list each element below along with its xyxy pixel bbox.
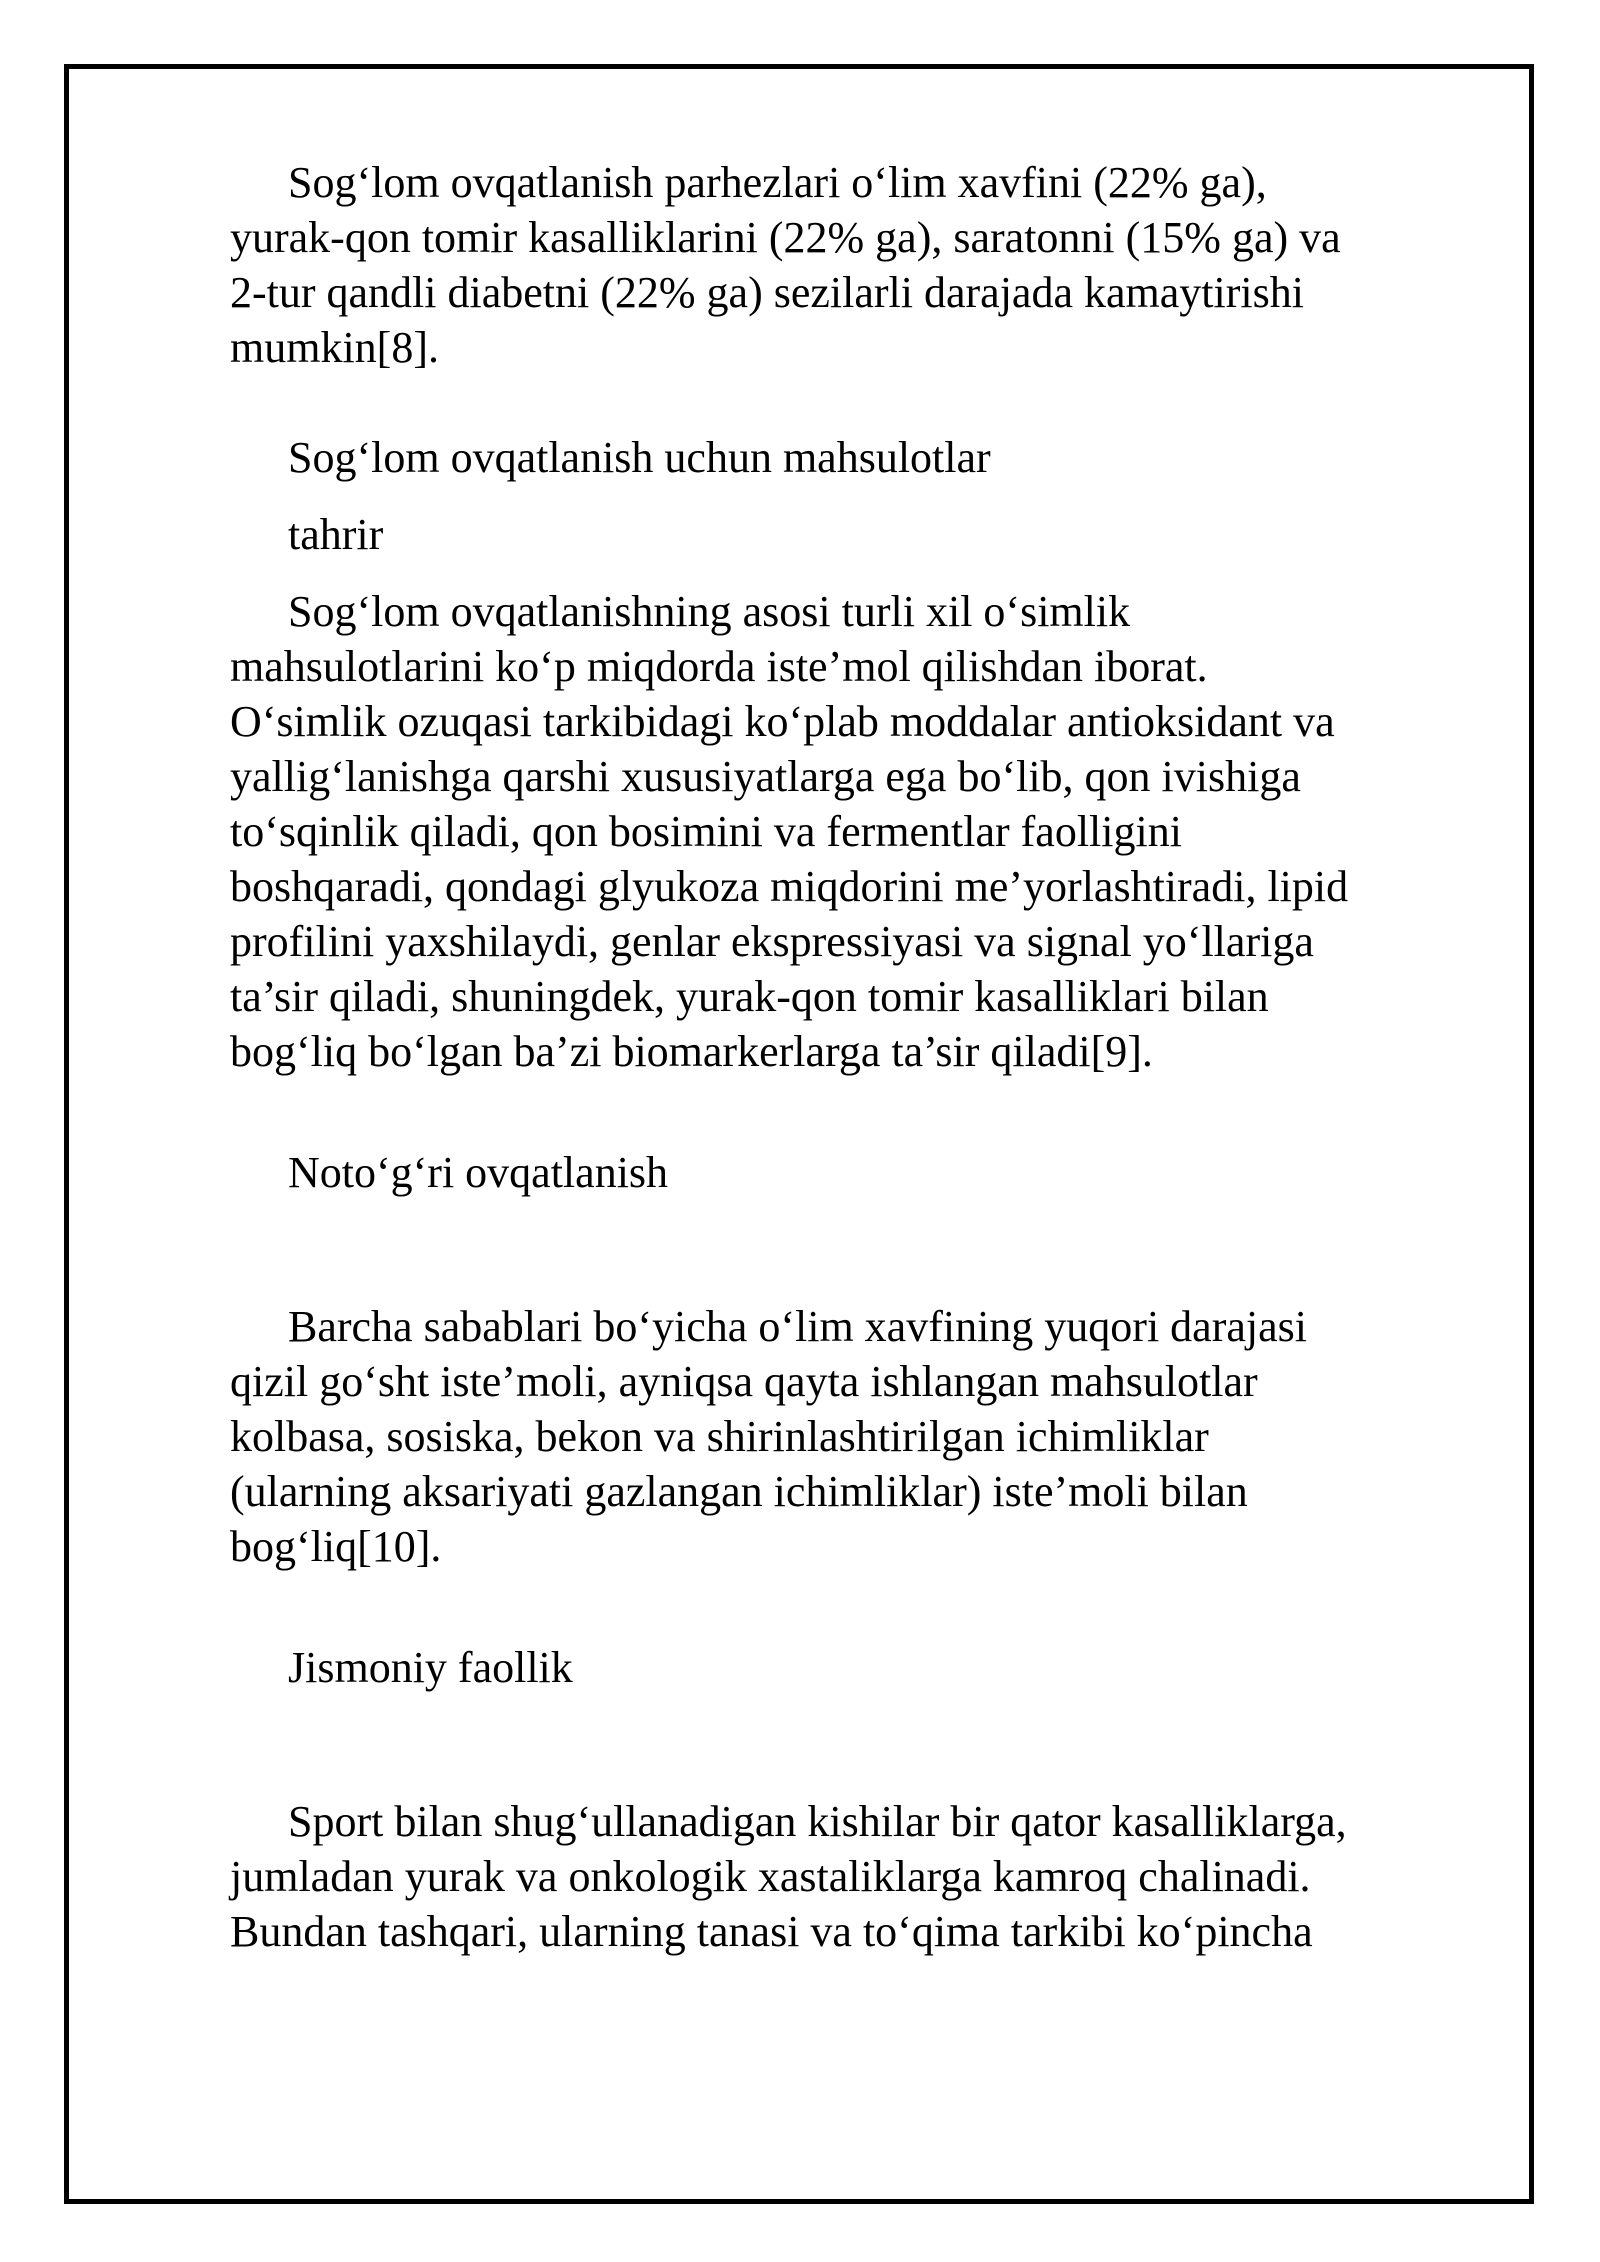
heading-physical-activity: Jismoniy faollik	[288, 1643, 573, 1692]
paragraph-plant-foods: Sog‘lom ovqatlanishning asosi turli xil o‘simlik mahsulotlarini ko‘p miqdorda iste’mol qilishdan iborat. O‘simlik ozuqasi tarkibidagi ko‘plab moddalar antioksidant va yallig‘lanishga qarshi xususiyatlarga ega bo‘lib, qon ivishiga to‘sqinlik qiladi, qon bosimini va fermentlar faolligini boshqaradi, qondagi glyukoza miqdorini me’yorlashtiradi, lipid profilini yaxshilaydi, genlar ekspressiyasi va signal yo‘llariga ta’sir qiladi, shuningdek, yurak-qon tomir kasalliklari bilan bog‘liq bo‘lgan ba’zi biomarkerlarga ta’sir qiladi[9].	[230, 587, 1349, 1076]
edit-label: tahrir	[288, 510, 384, 559]
paragraph-diet-benefits: Sog‘lom ovqatlanish parhezlari o‘lim xavfini (22% ga), yurak-qon tomir kasalliklarini (22% ga), saratonni (15% ga) va 2-tur qandli diabetni (22% ga) sezilarli darajada kamaytirishi mumkin[8].	[230, 158, 1341, 372]
heading-poor-nutrition: Noto‘g‘ri ovqatlanish	[288, 1148, 669, 1197]
heading-healthy-foods: Sog‘lom ovqatlanish uchun mahsulotlar	[288, 433, 991, 482]
paragraph-sport-benefits: Sport bilan shug‘ullanadigan kishilar bir qator kasalliklarga, jumladan yurak va onkologik xastaliklarga kamroq chalinadi. Bundan tashqari, ularning tanasi va to‘qima tarkibi ko‘pincha	[230, 1797, 1347, 1956]
document-body	[230, 155, 1480, 1959]
paragraph-mortality-risk: Barcha sabablari bo‘yicha o‘lim xavfining yuqori darajasi qizil go‘sht iste’moli, ayniqsa qayta ishlangan mahsulotlar kolbasa, sosiska, bekon va shirinlashtirilgan ichimliklar (ularning aksariyati gazlangan ichimliklar) iste’moli bilan bog‘liq[10].	[230, 1302, 1307, 1571]
